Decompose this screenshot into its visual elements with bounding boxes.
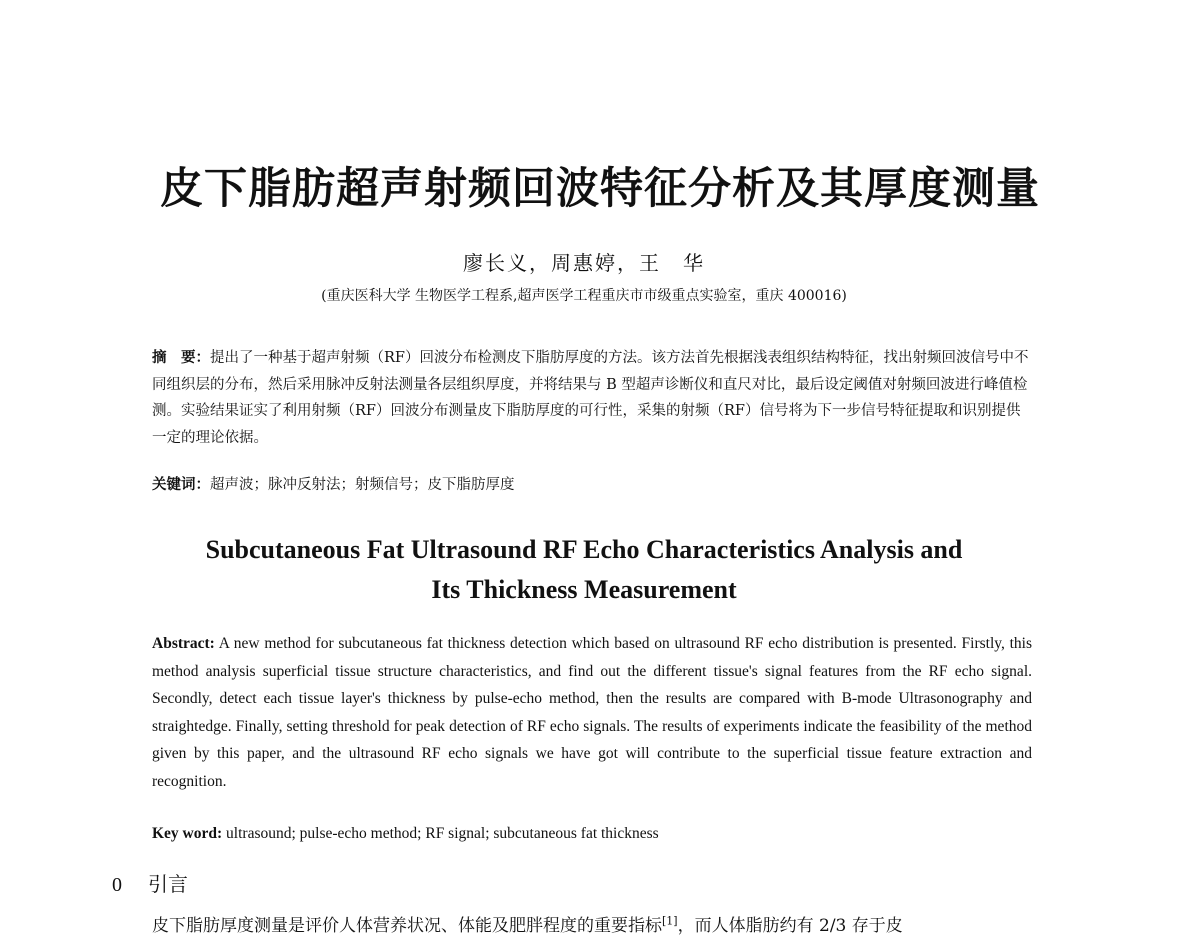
abstract-cn-label: 摘 要：	[152, 350, 210, 366]
keywords-en-text: ultrasound; pulse-echo method; RF signal; subcutaneous fat thickness	[226, 825, 659, 842]
intro-text-after-ref: ，而人体脂肪约有 2/3 存于皮	[677, 916, 903, 936]
affiliation: (重庆医科大学 生物医学工程系,超声医学工程重庆市市级重点实验室，重庆 400016)	[321, 288, 847, 304]
section-heading-introduction	[112, 868, 188, 897]
author-list: 廖长义，周惠婷，王 华	[463, 251, 705, 275]
keywords-en-label: Key word:	[152, 825, 223, 842]
keywords-en	[152, 822, 1032, 846]
paper-title-en-line2: Its Thickness Measurement	[431, 575, 737, 604]
abstract-en-text: A new method for subcutaneous fat thickness detection which based on ultrasound RF echo distribution is presented. Firstly, this method analysis superficial tissue structure characteristics, and find out the different tissue's signal features from the RF echo signal. Secondly, detect each tissue layer's thickness by pulse-echo method, then the results are compared with B-mode Ultrasonography and straightedge. Finally, setting threshold for peak detection of RF echo signals. The results of experiments indicate the feasibility of the method given by this paper, and the ultrasound RF echo signals we have got will contribute to the superficial tissue feature extraction and recognition.	[152, 635, 1032, 790]
paper-title-cn: 皮下脂肪超声射频回波特征分析及其厚度测量	[160, 164, 1040, 214]
abstract-en-label: Abstract:	[152, 635, 215, 652]
keywords-cn	[152, 473, 1032, 497]
keywords-cn-label: 关键词：	[152, 477, 210, 493]
intro-text-before-ref: 皮下脂肪厚度测量是评价人体营养状况、体能及肥胖程度的重要指标	[152, 916, 662, 936]
paper-title-en-line1: Subcutaneous Fat Ultrasound RF Echo Characteristics Analysis and	[205, 535, 963, 564]
abstract-cn	[152, 345, 1032, 451]
keywords-cn-text: 超声波；脉冲反射法；射频信号；皮下脂肪厚度	[210, 477, 515, 493]
intro-paragraph	[112, 908, 1072, 944]
section-title: 引言	[148, 872, 188, 896]
paper-title-en	[0, 530, 1168, 610]
section-number: 0	[112, 874, 122, 896]
abstract-cn-text: 提出了一种基于超声射频（RF）回波分布检测皮下脂肪厚度的方法。该方法首先根据浅表组织结构特征，找出射频回波信号中不同组织层的分布，然后采用脉冲反射法测量各层组织厚度，并将结果与 B 型超声诊断仪和直尺对比，最后设定阈值对射频回波进行峰值检测。实验结果证实了利用射频（RF）回波分布测量皮下脂肪厚度的可行性，采集的射频（RF）信号将为下一步信号特征提取和识别提供一定的理论依据。	[152, 350, 1029, 446]
citation-ref: [1]	[662, 914, 678, 928]
abstract-en	[152, 630, 1032, 795]
